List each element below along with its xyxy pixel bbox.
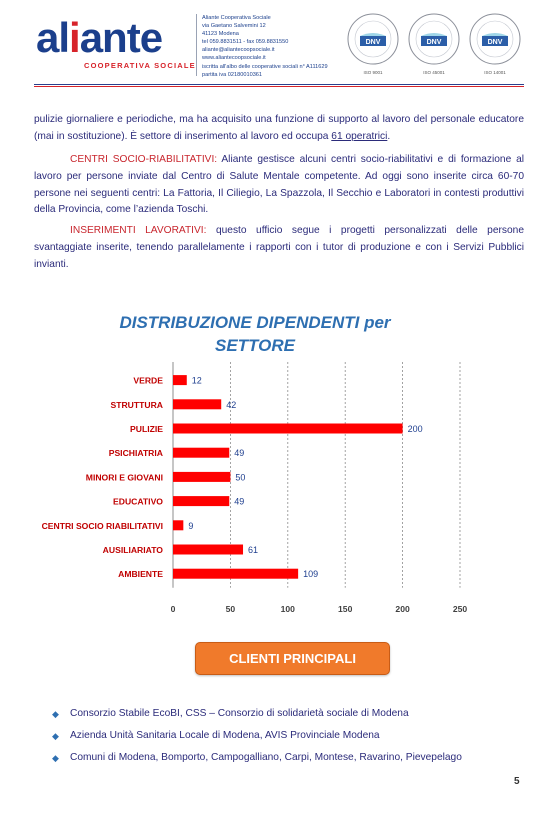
client-name: Consorzio Stabile EcoBI, CSS – Consorzio di solidarietà sociale di Modena [70,708,409,719]
x-tick-label: 250 [452,603,468,612]
data-label: 42 [226,399,237,410]
client-list-item [52,706,532,728]
dnv-certification-icon [346,12,400,66]
x-tick-label: 150 [338,603,353,612]
data-label: 12 [191,375,202,386]
company-info-line: aliante@aliantecoopsociale.it [202,47,275,54]
header-divider [196,14,197,76]
company-info-line: partita iva 02180010361 [202,71,263,78]
paragraph-pulizie: pulizie giornaliere e periodiche, ma ha acquisito una funzione di supporto al lavoro del personale educatore (mai in sostituzione). È settore di inserimento al lavoro ed occupa 61 operatrici. [34,114,524,142]
data-label: 9 [188,520,194,531]
section-label-centri: CENTRI SOCIO-RIABILITATIVI: [70,154,218,165]
bar [173,375,187,385]
paragraph-centri: CENTRI SOCIO-RIABILITATIVI: Aliante gestisce alcuni centri socio-riabilitativi e di formazione al lavoro per persone inviate dal Centro di Salute Mentale competente. Ad oggi sono inserite circa 60-70 persone nei seguenti centri: La Fattoria, Il Ciliegio, La Spazzola, Il Secchio e Laboratori in contesti produttivi della Provincia, come l’azienda Toschi. [34,154,525,216]
aliante-logo [36,14,196,74]
logo-wordmark: aliante [36,14,163,61]
data-label: 61 [248,545,259,555]
bar [173,520,183,530]
category-label: VERDE [133,375,163,386]
operatrici-count: 61 operatrici [331,130,388,142]
diamond-bullet-icon: ◆ [52,731,59,741]
cert-badge-3 [468,12,522,75]
data-label: 49 [234,496,245,507]
chart-title [100,311,410,357]
section-label-inserimenti: INSERIMENTI LAVORATIVI: [70,225,207,236]
bar [173,545,243,555]
category-label: PSICHIATRIA [108,448,163,459]
company-info-line: iscritta all'albo delle cooperative sociali n° A111629 [202,63,328,70]
svg-text:DNV: DNV [365,39,381,46]
page-header [0,0,559,92]
diamond-bullet-icon: ◆ [52,753,59,763]
data-label: 50 [235,472,246,483]
x-tick-label: 200 [395,603,410,612]
cert-badge-2 [407,12,461,75]
data-label: 109 [303,569,319,580]
category-label: MINORI E GIOVANI [85,472,163,483]
client-list-item [52,728,532,750]
company-info-line: via Gaetano Salvemini 12 [202,23,266,30]
cert-badge-1 [346,12,400,75]
data-label: 49 [234,448,245,459]
category-label: EDUCATIVO [113,496,163,507]
logo-subtitle: COOPERATIVA SOCIALE [84,61,196,70]
svg-text:DNV: DNV [426,39,442,46]
employee-distribution-chart [0,362,559,612]
x-tick-label: 0 [170,603,176,612]
category-label: CENTRI SOCIO RIABILITATIVI [41,520,163,531]
company-info-line: tel 059.8831511 - fax 059.8831550 [202,39,289,46]
chart-title-line-2: SETTORE [215,336,295,355]
category-label: PULIZIE [130,424,163,434]
category-label: STRUTTURA [110,399,163,410]
chart-title-line-1: DISTRIBUZIONE DIPENDENTI per [119,313,391,332]
page-number: 5 [514,776,520,787]
company-info-line: 41123 Modena [202,31,239,38]
diamond-bullet-icon: ◆ [52,709,59,719]
bar [173,399,221,409]
header-rule [34,84,524,87]
bar [173,569,298,579]
client-list [52,706,532,772]
cert-code: ISO 45001 [423,70,445,75]
dnv-certification-icon [407,12,461,66]
client-name: Azienda Unità Sanitaria Locale di Modena, AVIS Provinciale Modena [70,730,380,741]
dnv-certification-icon [468,12,522,66]
company-info-line: www.aliantecoopsociale.it [202,55,266,62]
category-label: AMBIENTE [118,569,163,580]
data-label: 200 [407,424,423,434]
cert-code: ISO 14001 [484,70,506,75]
company-info [202,14,352,79]
bar [173,496,229,506]
client-name: Comuni di Modena, Bomporto, Campogalliano, Carpi, Montese, Ravarino, Pievepelago [70,752,462,763]
x-tick-label: 50 [225,603,236,612]
company-info-line: Aliante Cooperativa Sociale [202,15,271,21]
client-list-item [52,750,532,772]
svg-text:DNV: DNV [487,39,503,46]
bar [173,448,229,458]
bar [173,424,403,434]
category-label: AUSILIARIATO [102,545,163,555]
bar [173,472,230,482]
cert-code: ISO 9001 [363,70,383,75]
clienti-principali-button[interactable]: CLIENTI PRINCIPALI [195,642,390,675]
paragraph-inserimenti: INSERIMENTI LAVORATIVI: questo ufficio segue i progetti personalizzati delle persone svantaggiate inserite, tenendo parallelamente i rapporti con i tutor di produzione e con i Servizi Pubblici invianti. [34,225,524,270]
x-tick-label: 100 [280,603,295,612]
